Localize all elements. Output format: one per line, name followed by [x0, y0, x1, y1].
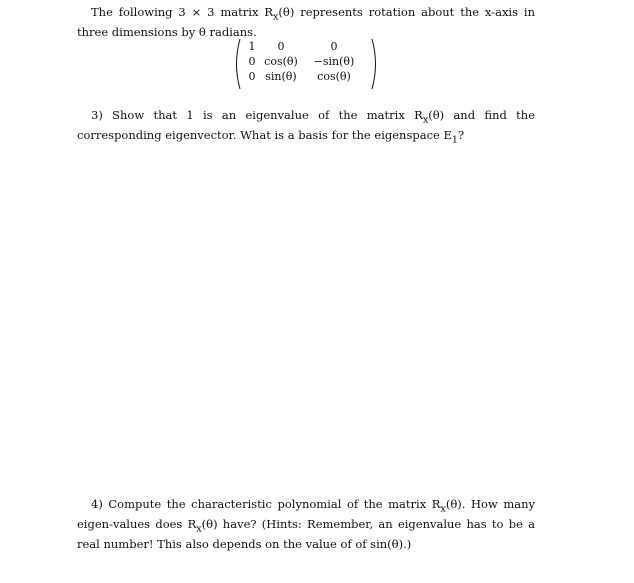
- q3-text-a: 3) Show that 1 is an eigenvalue of the matrix R: [91, 108, 423, 122]
- intro-subscript: x: [273, 11, 279, 23]
- intro-text-b: (θ) represents rotation about the x-axis in three dimensions by θ radians.: [77, 5, 535, 39]
- matrix-left-paren: [232, 38, 242, 90]
- question-3: [77, 108, 535, 148]
- intro-text-a: The following 3 × 3 matrix R: [91, 5, 273, 19]
- matrix-cell: 0: [248, 70, 256, 83]
- matrix-cell: 0: [277, 40, 285, 53]
- q3-subscript-x: x: [422, 114, 429, 126]
- q3-text-c: ?: [457, 127, 465, 142]
- q4-text-a: 4) Compute the characteristic polynomial of the matrix R: [91, 497, 441, 511]
- matrix-cell: −sin(θ): [313, 55, 355, 68]
- q4-subscript-x: x: [440, 503, 446, 515]
- q4-text-b: (θ). How many eigen-values does R: [77, 497, 535, 531]
- q4-subscript-x2: x: [196, 523, 202, 535]
- matrix-cell: 1: [248, 40, 256, 53]
- matrix-cell: cos(θ): [317, 70, 351, 83]
- q4-text-c: (θ) have? (Hints: Remember, an eigenvalue has to be a real number! This also depends on the value of of sin(θ).): [77, 516, 535, 551]
- matrix-right-paren: [370, 38, 380, 90]
- intro-paragraph: [77, 5, 535, 40]
- matrix-cell: 0: [248, 55, 256, 68]
- matrix-cell: cos(θ): [264, 55, 298, 68]
- q3-subscript-1: 1: [451, 134, 458, 146]
- matrix-cell: sin(θ): [265, 70, 297, 83]
- q3-text-b: (θ) and find the corresponding eigenvector. What is a basis for the eigenspace E: [77, 108, 535, 142]
- question-4: [77, 497, 535, 552]
- matrix-cells: [245, 39, 365, 84]
- matrix-cell: 0: [330, 40, 338, 53]
- rotation-matrix: [232, 38, 380, 90]
